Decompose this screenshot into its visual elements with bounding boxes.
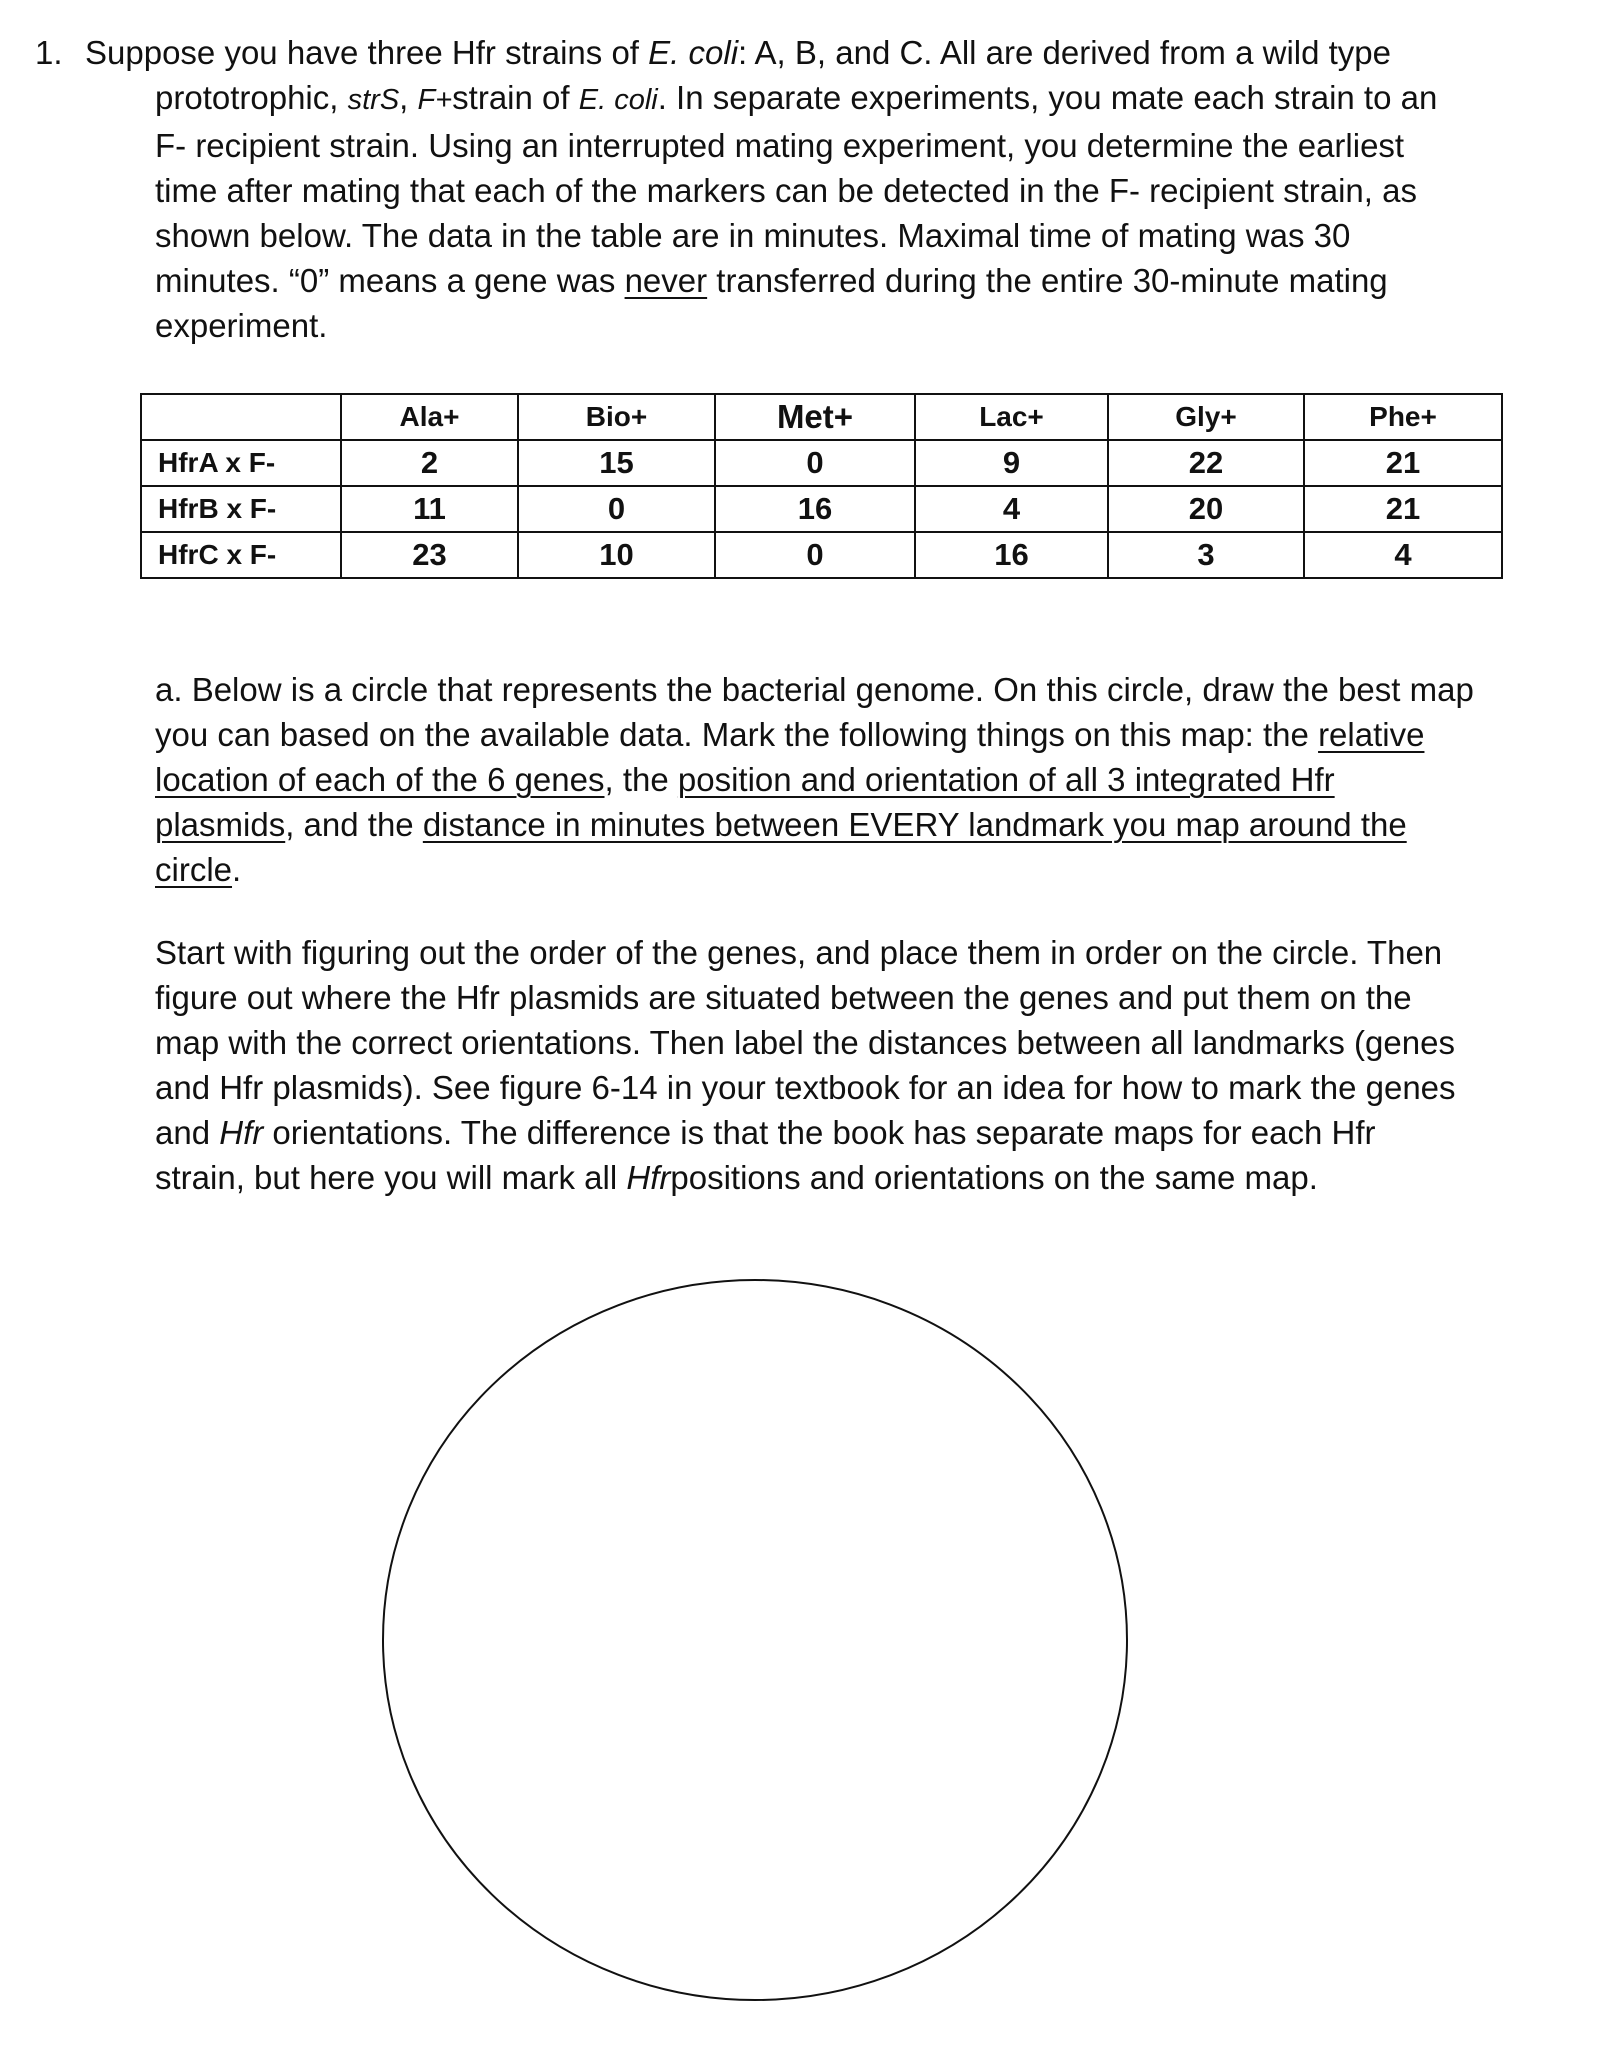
table-cell: 16 xyxy=(915,532,1108,578)
header-gly: Gly+ xyxy=(1108,394,1304,440)
row-label: HfrB x F- xyxy=(141,486,341,532)
part-a-line-5: circle. xyxy=(155,851,242,888)
row-label: HfrC x F- xyxy=(141,532,341,578)
table-cell: 11 xyxy=(341,486,518,532)
row-label: HfrA x F- xyxy=(141,440,341,486)
table-cell: 21 xyxy=(1304,440,1502,486)
instructions-line-3: map with the correct orientations. Then label the distances between all landmarks (genes xyxy=(155,1024,1455,1061)
part-a-line-3: location of each of the 6 genes, the position and orientation of all 3 integrated Hfr xyxy=(155,761,1335,798)
intro-line-4: time after mating that each of the markers can be detected in the F- recipient strain, as xyxy=(155,172,1417,209)
intro-line-7: experiment. xyxy=(155,307,328,344)
table-cell: 4 xyxy=(1304,532,1502,578)
question-intro xyxy=(35,30,1515,348)
genome-circle-map[interactable] xyxy=(380,1275,1130,2005)
header-phe: Phe+ xyxy=(1304,394,1502,440)
table-cell: 0 xyxy=(715,440,915,486)
part-a-line-4: plasmids, and the distance in minutes between EVERY landmark you map around the xyxy=(155,806,1407,843)
part-a-prompt xyxy=(155,667,1515,892)
intro-line-2: prototrophic, strS, F+strain of E. coli. In separate experiments, you mate each strain to an xyxy=(155,79,1438,116)
header-lac: Lac+ xyxy=(915,394,1108,440)
part-a-line-1: a. Below is a circle that represents the bacterial genome. On this circle, draw the best map xyxy=(155,671,1474,708)
intro-line-6: minutes. “0” means a gene was never transferred during the entire 30-minute mating xyxy=(155,262,1388,299)
table-cell: 20 xyxy=(1108,486,1304,532)
table-row xyxy=(141,532,1502,578)
question-number: 1. xyxy=(35,34,63,71)
table-cell: 10 xyxy=(518,532,715,578)
instructions-line-4: and Hfr plasmids). See figure 6-14 in your textbook for an idea for how to mark the genes xyxy=(155,1069,1456,1106)
table-cell: 22 xyxy=(1108,440,1304,486)
mating-data-table xyxy=(140,393,1503,579)
intro-line-1: 1. Suppose you have three Hfr strains of E. coli: A, B, and C. All are derived from a wild type xyxy=(35,30,1515,75)
table-cell: 15 xyxy=(518,440,715,486)
header-bio: Bio+ xyxy=(518,394,715,440)
intro-line-5: shown below. The data in the table are in minutes. Maximal time of mating was 30 xyxy=(155,217,1351,254)
table-cell: 21 xyxy=(1304,486,1502,532)
instructions xyxy=(155,930,1515,1200)
header-corner xyxy=(141,394,341,440)
part-a-line-2: you can based on the available data. Mark the following things on this map: the relative xyxy=(155,716,1425,753)
table-row xyxy=(141,486,1502,532)
table-cell: 0 xyxy=(715,532,915,578)
instructions-line-1: Start with figuring out the order of the genes, and place them in order on the circle. Then xyxy=(155,934,1443,971)
genome-circle xyxy=(383,1280,1127,2000)
instructions-line-5: and Hfr orientations. The difference is that the book has separate maps for each Hfr xyxy=(155,1114,1376,1151)
instructions-line-6: strain, but here you will mark all Hfrpositions and orientations on the same map. xyxy=(155,1159,1318,1196)
intro-line-3: F- recipient strain. Using an interrupted mating experiment, you determine the earliest xyxy=(155,127,1405,164)
instructions-line-2: figure out where the Hfr plasmids are situated between the genes and put them on the xyxy=(155,979,1412,1016)
table-cell: 3 xyxy=(1108,532,1304,578)
table-header-row xyxy=(141,394,1502,440)
header-ala: Ala+ xyxy=(341,394,518,440)
header-met: Met+ xyxy=(715,394,915,440)
table-row xyxy=(141,440,1502,486)
table-cell: 0 xyxy=(518,486,715,532)
table-cell: 23 xyxy=(341,532,518,578)
table-cell: 9 xyxy=(915,440,1108,486)
table-cell: 4 xyxy=(915,486,1108,532)
table-cell: 2 xyxy=(341,440,518,486)
table-cell: 16 xyxy=(715,486,915,532)
